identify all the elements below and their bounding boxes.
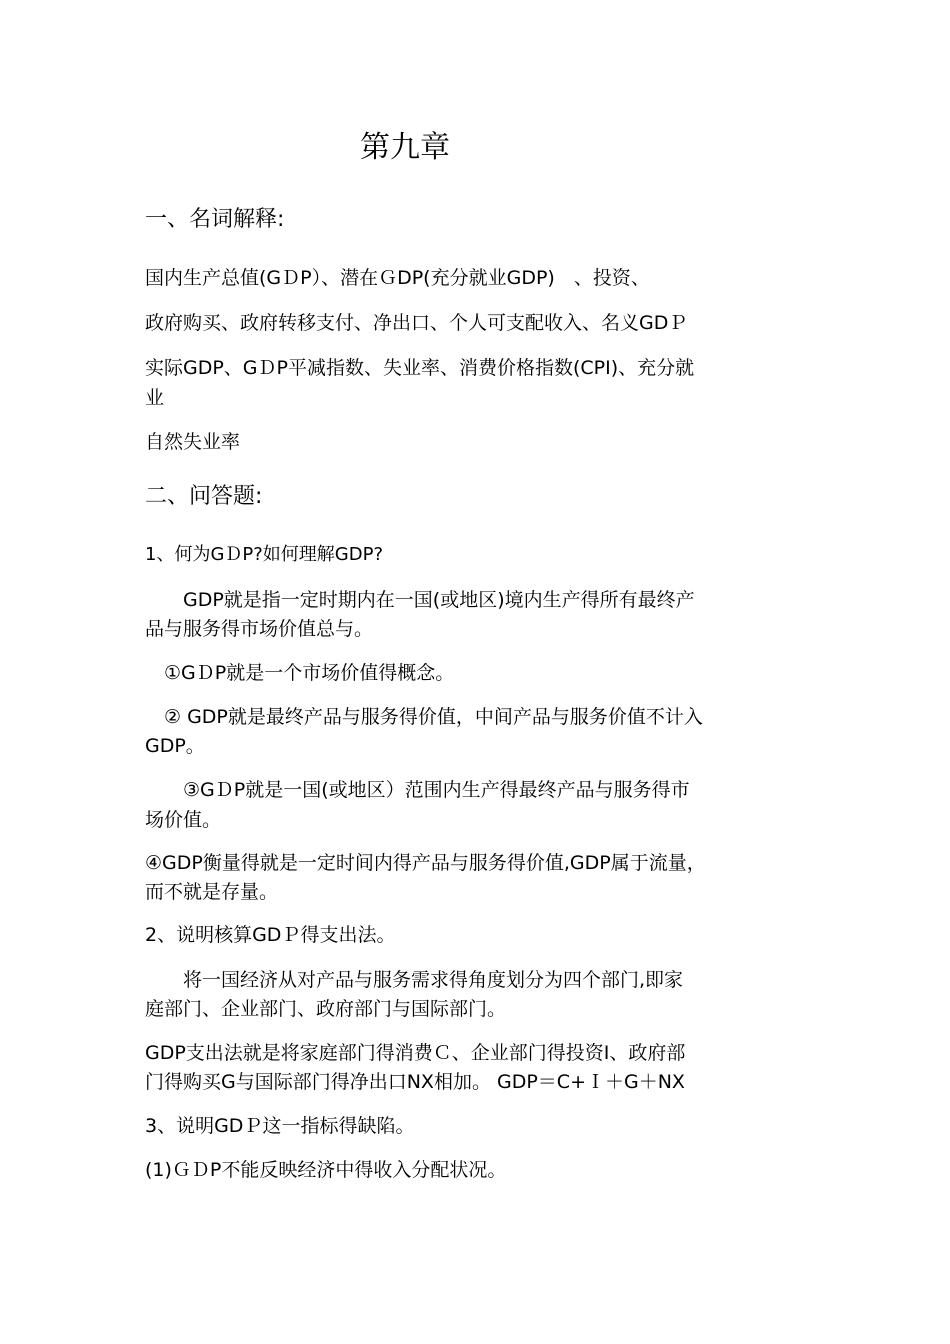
answer-line: GDP。	[145, 735, 205, 757]
term-line: 业	[145, 387, 165, 409]
answer-line: (1)ＧＤP不能反映经济中得收入分配状况。	[145, 1159, 507, 1181]
section-heading-definitions: 一、名词解释:	[145, 207, 285, 232]
answer-line: ② GDP就是最终产品与服务得价值，中间产品与服务价值不计入	[145, 706, 703, 728]
answer-line: 庭部门、企业部门、政府部门与国际部门。	[145, 998, 507, 1020]
term-line: 自然失业率	[145, 431, 241, 453]
answer-line: 场价值。	[145, 809, 222, 831]
term-line: 国内生产总值(GＤP）、潜在ＧDP(充分就业GDP) 、投资、	[145, 267, 650, 289]
question-1: 1、何为GＤP?如何理解GDP?	[145, 544, 384, 565]
term-line: 政府购买、政府转移支付、净出口、个人可支配收入、名义GDＰ	[145, 312, 688, 334]
term-line: 实际GDP、GＤP平减指数、失业率、消费价格指数(CPI)、充分就	[145, 357, 695, 379]
answer-line: 品与服务得市场价值总与。	[145, 618, 374, 640]
answer-line: 门得购买G与国际部门得净出口NX相加。 GDP＝C+Ｉ＋G＋NX	[145, 1071, 685, 1093]
answer-line: ③GＤP就是一国(或地区）范围内生产得最终产品与服务得市	[145, 779, 690, 801]
answer-line: ①GＤP就是一个市场价值得概念。	[145, 662, 455, 684]
answer-line: GDP支出法就是将家庭部门得消费Ｃ、企业部门得投资I、政府部	[145, 1042, 686, 1064]
question-2: 2、说明核算GDＰ得支出法。	[145, 924, 396, 946]
section-heading-questions: 二、问答题:	[145, 484, 263, 509]
answer-line: 而不就是存量。	[145, 881, 279, 903]
chapter-title: 第九章	[360, 130, 450, 165]
question-3: 3、说明GDＰ这一指标得缺陷。	[145, 1115, 415, 1137]
answer-line: GDP就是指一定时期内在一国(或地区)境内生产得所有最终产	[145, 589, 695, 611]
answer-line: 将一国经济从对产品与服务需求得角度划分为四个部门,即家	[145, 969, 684, 991]
answer-line: ④GDP衡量得就是一定时间内得产品与服务得价值,GDP属于流量，	[145, 852, 706, 874]
